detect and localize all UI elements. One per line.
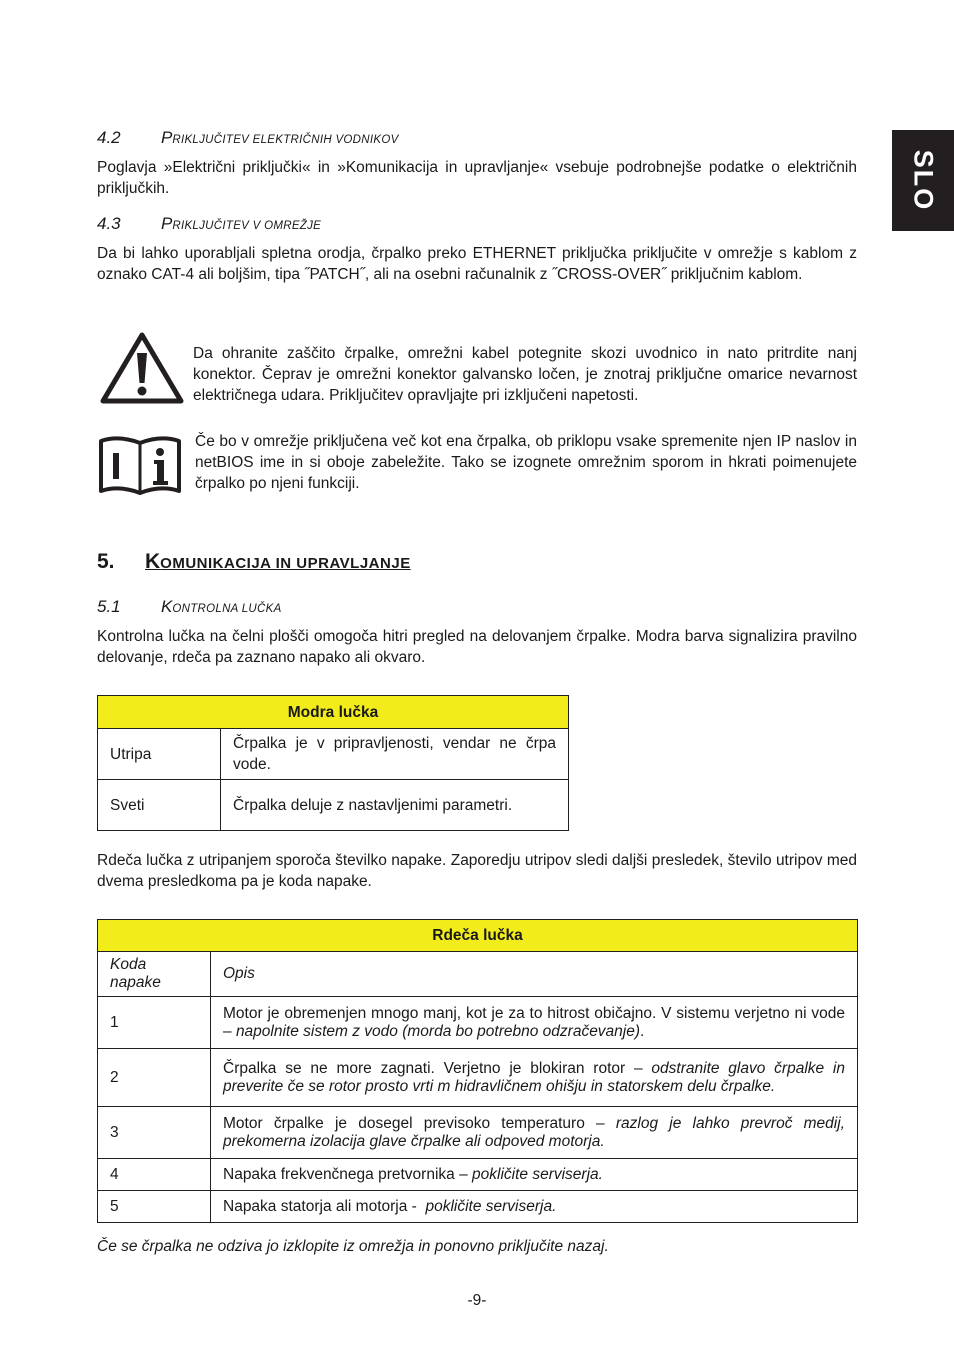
paragraph-4-2: Poglavja »Električni priključki« in »Komunikacija in upravljanje« vsebuje podrobnejše podatke o električnih priključkih. xyxy=(97,159,857,197)
info-book-icon xyxy=(97,435,183,497)
table-header-row: Koda napake Opis xyxy=(98,952,858,997)
warning-note: Da ohranite zaščito črpalke, omrežni kabel potegnite skozi uvodnico in nato pritrdite nanj konektor. Čeprav je omrežni konektor galvansko ločen, je znotraj priključne omarice nevarnost električnega udara. Priključitev opravljajte pri izključeni napetosti. xyxy=(193,345,857,404)
table-row: 1 Motor je obremenjen mnogo manj, kot je za to hitrost običajno. V sistemu verjetno ni vode – napolnite sistem z vodo (morda bo potrebno odzračevanje). xyxy=(98,997,858,1049)
table-row: 4 Napaka frekvenčnega pretvornika – pokličite serviserja. xyxy=(98,1159,858,1191)
table-row: 3 Motor črpalke je dosegel previsoko temperaturo – razlog je lahko prevroč medij, prekomerna izolacija glave črpalke ali odpoved motorja. xyxy=(98,1107,858,1159)
blue-table-title: Modra lučka xyxy=(98,696,569,729)
heading-4-3: 4.3 PRIKLJUČITEV V OMREŽJE xyxy=(97,214,322,233)
red-table-title: Rdeča lučka xyxy=(98,920,858,952)
heading-4-2: 4.2 PRIKLJUČITEV ELEKTRIČNIH VODNIKOV xyxy=(97,128,399,147)
red-light-intro: Rdeča lučka z utripanjem sporoča številko napake. Zaporedju utripov sledi daljši presledek, število utripov med dvema presledkoma pa je koda napake. xyxy=(97,852,857,890)
table-row: Sveti Črpalka deluje z nastavljenimi parametri. xyxy=(98,780,569,831)
table-row: Utripa Črpalka je v pripravljenosti, vendar ne črpa vode. xyxy=(98,729,569,780)
paragraph-4-3: Da bi lahko uporabljali spletna orodja, črpalko preko ETHERNET priključka priključite v omrežje s kablom z oznako CAT-4 ali boljšim, tipa ˝PATCH˝, ali na osebni računalnik z ˝CROSS-OVER˝ priključnim kablom. xyxy=(97,245,857,283)
red-light-table xyxy=(97,919,858,1223)
paragraph-5-1: Kontrolna lučka na čelni plošči omogoča hitri pregled na delovanjem črpalke. Modra barva signalizira pravilno delovanje, rdeča pa zaznano napako ali okvaro. xyxy=(97,628,857,666)
info-note: Če bo v omrežje priključena več kot ena črpalka, ob priklopu vsake spremenite njen IP naslov in netBIOS ime in si oboje zabeležite. Tako se izognete omrežnim sporom in hkrati poimenujete črpalko po njeni funkciji. xyxy=(195,433,857,492)
footer-note: Če se črpalka ne odziva jo izklopite iz omrežja in ponovno priključite nazaj. xyxy=(97,1238,609,1255)
table-row: 2 Črpalka se ne more zagnati. Verjetno je blokiran rotor – odstranite glavo črpalke in preverite če se rotor prosto vrti m hidravličnem ohišju in statorskem delu črpalke. xyxy=(98,1049,858,1107)
heading-5-1: 5.1 KONTROLNA LUČKA xyxy=(97,597,282,616)
language-tab-label: SLO xyxy=(908,149,939,212)
heading-5: 5. KOMUNIKACIJA IN UPRAVLJANJE xyxy=(97,550,411,573)
warning-triangle-icon xyxy=(99,331,185,405)
blue-light-table xyxy=(97,695,569,831)
language-tab xyxy=(892,130,954,231)
page-number: -9- xyxy=(467,1292,487,1309)
table-row: 5 Napaka statorja ali motorja - pokličite serviserja. xyxy=(98,1191,858,1223)
